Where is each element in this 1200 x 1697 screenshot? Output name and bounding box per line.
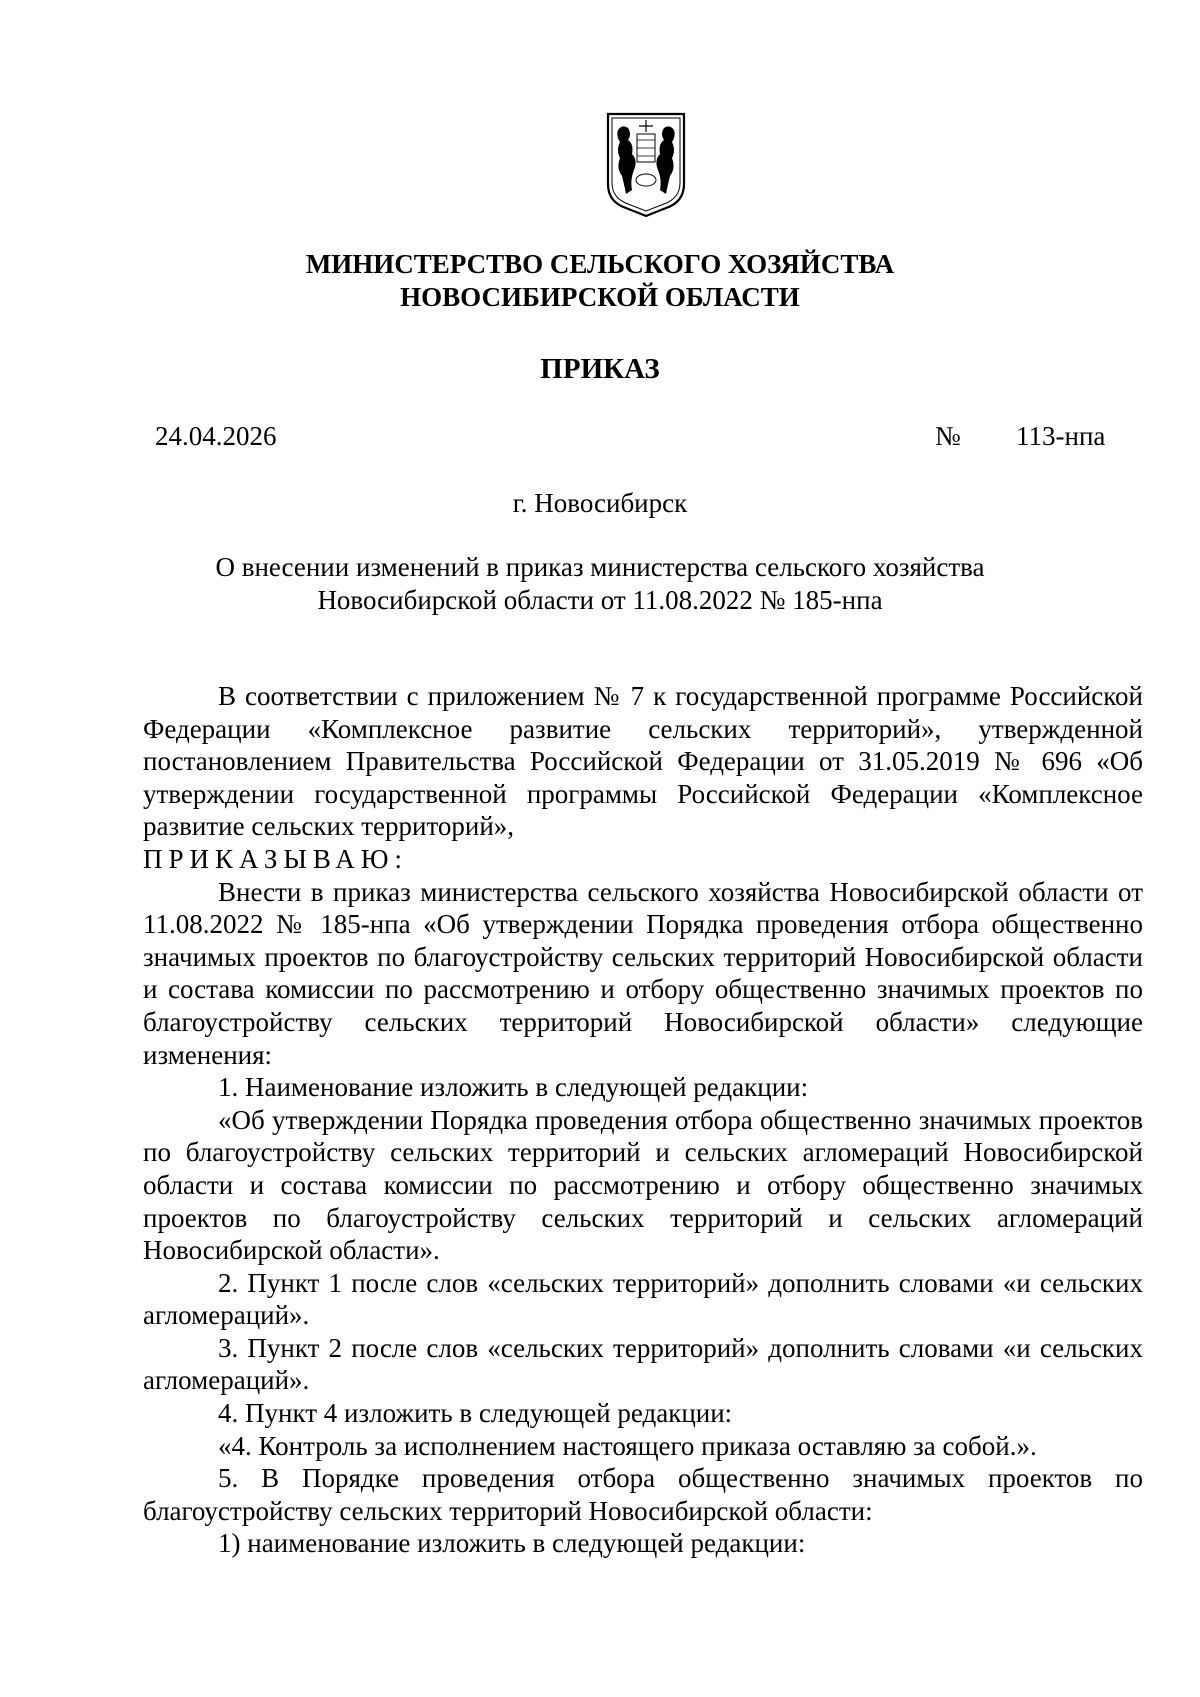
- ministry-name-line2: НОВОСИБИРСКОЙ ОБЛАСТИ: [400, 282, 800, 312]
- number-sign: №: [935, 421, 961, 451]
- body-paragraph: Внести в приказ министерства сельского хозяйства Новосибирской области от 11.08.2022 № 185-нпа «Об утверждении Порядка проведения отбора общественно значимых проектов по благоустройству сельских территорий Новосибирской области и состава комиссии по рассмотрению и отбору общественно значимых проектов по благоустройству сельских территорий Новосибирской области» следующие изменения:: [143, 876, 1143, 1070]
- document-body: [143, 680, 1143, 1560]
- document-type-title: ПРИКАЗ: [540, 353, 660, 385]
- body-paragraph: 2. Пункт 1 после слов «сельских территорий» дополнить словами «и сельских агломераций».: [143, 1267, 1143, 1331]
- document-date: 24.04.2026: [155, 421, 277, 451]
- order-word: ПРИКАЗЫВАЮ:: [143, 843, 408, 874]
- body-paragraph: 5. В Порядке проведения отбора общественно значимых проектов по благоустройству сельских территорий Новосибирской области:: [143, 1463, 1143, 1526]
- subject-line1: О внесении изменений в приказ министерства сельского хозяйства: [215, 552, 985, 582]
- document-city: г. Новосибирск: [512, 488, 688, 518]
- body-paragraph: 4. Пункт 4 изложить в следующей редакции:: [218, 1398, 733, 1429]
- body-paragraph: 1. Наименование изложить в следующей редакции:: [218, 1072, 809, 1103]
- ministry-name-line1: МИНИСТЕРСТВО СЕЛЬСКОГО ХОЗЯЙСТВА: [305, 249, 895, 279]
- document-subject: [0, 551, 1200, 617]
- document-number: 113-нпа: [1016, 421, 1106, 451]
- preamble-paragraph: В соответствии с приложением № 7 к государственной программе Российской Федерации «Комплексное развитие сельских территорий», утвержденной постановлением Правительства Российской Федерации от 31.05.2019 № 696 «Об утверждении государственной программы Российской Федерации «Комплексное развитие сельских территорий»,: [143, 681, 1143, 842]
- subject-line2: Новосибирской области от 11.08.2022 № 185-нпа: [317, 585, 883, 615]
- body-paragraph: 3. Пункт 2 после слов «сельских территорий» дополнить словами «и сельских агломераций».: [143, 1332, 1143, 1396]
- body-paragraph: «4. Контроль за исполнением настоящего приказа оставляю за собой.».: [218, 1430, 1037, 1461]
- body-paragraph: 1) наименование изложить в следующей редакции:: [218, 1528, 806, 1559]
- body-paragraph: «Об утверждении Порядка проведения отбора общественно значимых проектов по благоустройству сельских территорий и сельских агломераций Новосибирской области и состава комиссии по рассмотрению и отбору общественно значимых проектов по благоустройству сельских территорий и сельских агломераций Новосибирской области».: [143, 1104, 1143, 1266]
- coat-of-arms-icon: [604, 110, 688, 220]
- ministry-name: [0, 248, 1200, 314]
